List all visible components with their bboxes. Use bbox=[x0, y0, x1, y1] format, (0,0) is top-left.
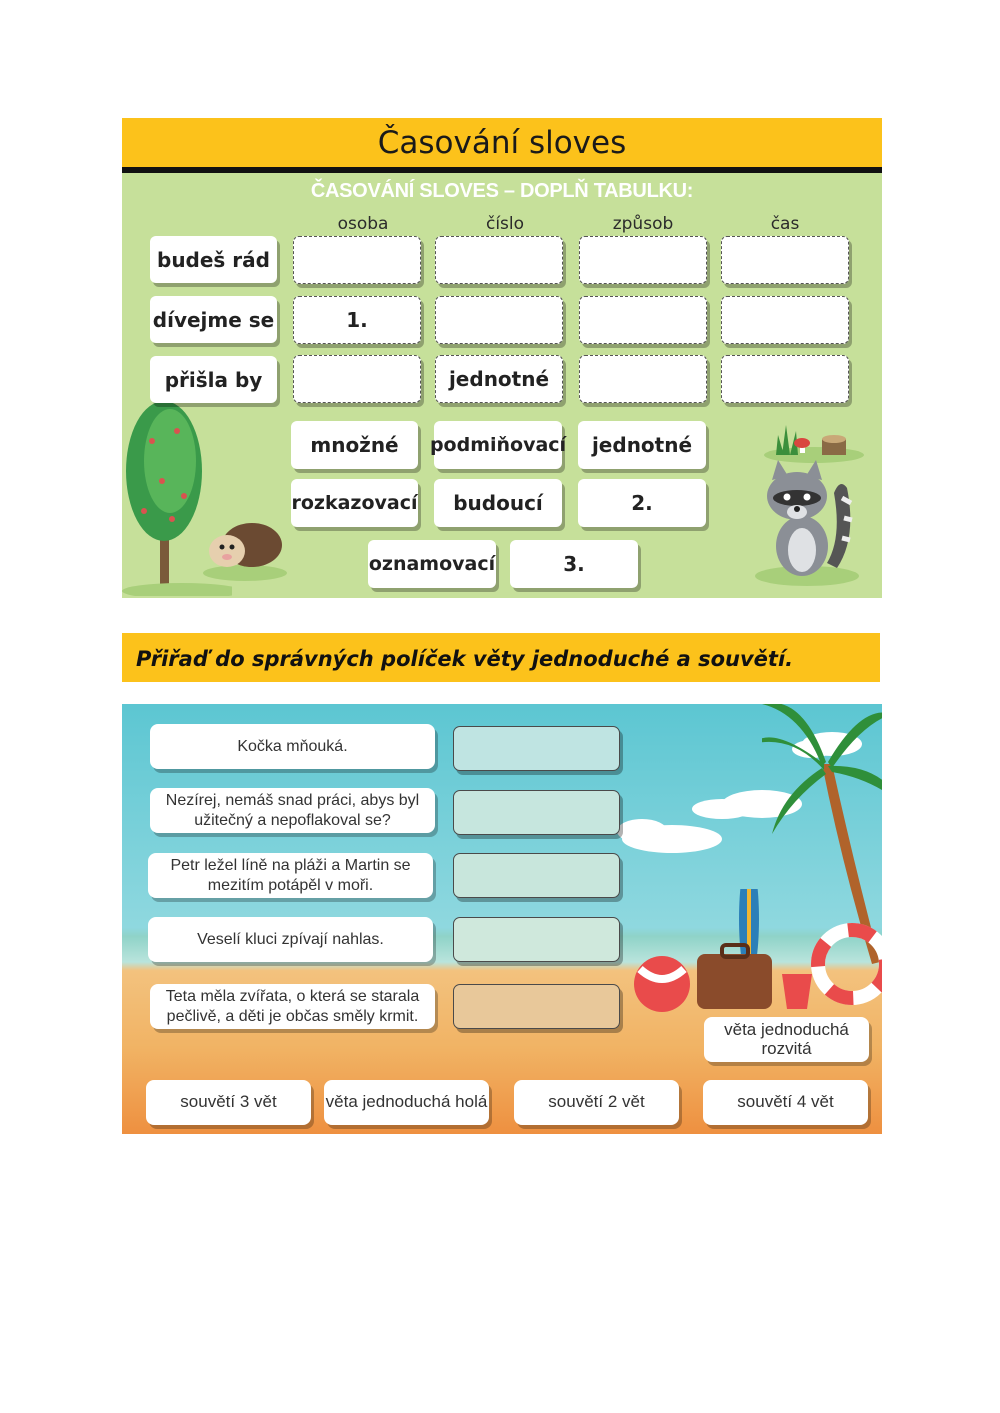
grass-mushroom-icon bbox=[762, 413, 867, 463]
beach-items-icon bbox=[632, 889, 882, 1014]
sentence-card-3[interactable]: Petr ležel líně na pláži a Martin se mezitím potápěl v moři. bbox=[148, 853, 433, 898]
label-veta-jednoducha-rozvita[interactable]: věta jednoduchá rozvitá bbox=[704, 1017, 869, 1062]
verb-label-row-3: přišla by bbox=[150, 356, 277, 403]
column-header-zpusob: způsob bbox=[612, 214, 674, 234]
drop-slot-r1-zpusob[interactable] bbox=[579, 236, 707, 284]
sentence-card-5[interactable]: Teta měla zvířata, o která se starala pečlivě, a děti je občas směly krmit. bbox=[150, 984, 435, 1029]
option-tile-oznamovaci[interactable]: oznamovací bbox=[368, 540, 496, 588]
drop-zone-5[interactable] bbox=[453, 984, 620, 1029]
label-souveti-2-vet[interactable]: souvětí 2 vět bbox=[514, 1080, 679, 1125]
drop-slot-r2-cislo[interactable] bbox=[435, 296, 563, 344]
drop-slot-r1-cislo[interactable] bbox=[435, 236, 563, 284]
sentence-card-4[interactable]: Veselí kluci zpívají nahlas. bbox=[148, 917, 433, 962]
drop-slot-r3-cas[interactable] bbox=[721, 355, 849, 403]
drop-zone-1[interactable] bbox=[453, 726, 620, 771]
label-souveti-4-vet[interactable]: souvětí 4 vět bbox=[703, 1080, 868, 1125]
drop-slot-r2-zpusob[interactable] bbox=[579, 296, 707, 344]
column-header-osoba: osoba bbox=[337, 214, 389, 234]
sentence-card-2[interactable]: Nezírej, nemáš snad práci, abys byl užitečný a nepoflakoval se? bbox=[150, 788, 435, 833]
hedgehog-icon bbox=[197, 513, 287, 583]
raccoon-icon bbox=[752, 458, 862, 588]
verb-label-row-1: budeš rád bbox=[150, 236, 277, 283]
drop-slot-r1-cas[interactable] bbox=[721, 236, 849, 284]
label-veta-jednoducha-hola[interactable]: věta jednoduchá holá bbox=[324, 1080, 489, 1125]
option-tile-jednotne[interactable]: jednotné bbox=[578, 421, 706, 469]
option-tile-2[interactable]: 2. bbox=[578, 479, 706, 527]
drop-zone-4[interactable] bbox=[453, 917, 620, 962]
sentence-card-1[interactable]: Kočka mňouká. bbox=[150, 724, 435, 769]
drop-slot-r1-osoba[interactable] bbox=[293, 236, 421, 284]
option-tile-budouci[interactable]: budoucí bbox=[434, 479, 562, 527]
drop-slot-r3-osoba[interactable] bbox=[293, 355, 421, 403]
option-tile-rozkazovaci[interactable]: rozkazovací bbox=[291, 479, 418, 527]
drop-slot-r3-zpusob[interactable] bbox=[579, 355, 707, 403]
column-header-cas: čas bbox=[770, 214, 800, 234]
label-souveti-3-vet[interactable]: souvětí 3 vět bbox=[146, 1080, 311, 1125]
drop-zone-2[interactable] bbox=[453, 790, 620, 835]
drop-slot-r3-cislo[interactable]: jednotné bbox=[435, 355, 563, 403]
worksheet-title: Časování sloves bbox=[122, 118, 882, 168]
option-tile-podminovaci[interactable]: podmiňovací bbox=[434, 421, 562, 469]
option-tile-3[interactable]: 3. bbox=[510, 540, 638, 588]
column-header-cislo: číslo bbox=[485, 214, 525, 234]
drop-slot-r2-osoba[interactable]: 1. bbox=[293, 296, 421, 344]
table-subtitle: ČASOVÁNÍ SLOVES – DOPLŇ TABULKU: bbox=[310, 180, 694, 202]
drop-slot-r2-cas[interactable] bbox=[721, 296, 849, 344]
drop-zone-3[interactable] bbox=[453, 853, 620, 898]
option-tile-mnozne[interactable]: množné bbox=[291, 421, 418, 469]
instruction-banner: Přiřaď do správných políček věty jednoduché a souvětí. bbox=[122, 633, 880, 682]
verb-label-row-2: dívejme se bbox=[150, 296, 277, 343]
